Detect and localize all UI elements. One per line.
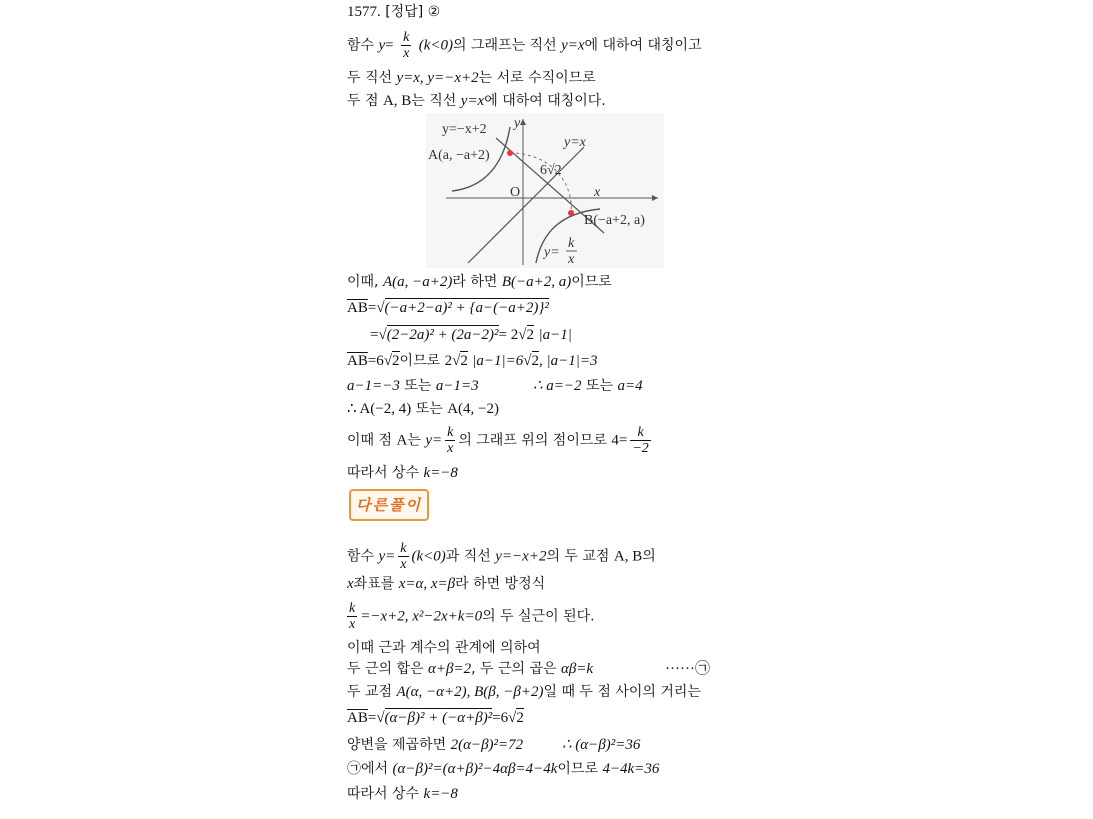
segment-ab: $\overline{AB}$ (347, 353, 368, 369)
math: (α−β)²=(α+β)²−4αβ=4−4k (392, 761, 558, 777)
solution-line-10 (347, 425, 654, 456)
math: ∴ A(−2, 4) (347, 401, 412, 417)
alt-line-10 (347, 785, 458, 803)
sqrt: √2 (452, 353, 468, 369)
label-y-axis: y (514, 116, 521, 131)
hyperbola-graph (426, 113, 664, 268)
radicand: (2−2a)² + (2a−2)² (386, 327, 499, 343)
text: 에 대하여 대칭이다. (484, 93, 606, 109)
alt-line-3 (347, 601, 595, 632)
fraction-k-over-x (398, 541, 408, 572)
math: A, B (613, 548, 643, 565)
math: a−1=−3 (347, 378, 400, 394)
label-point-a: A(a, −a+2) (428, 148, 490, 163)
text: 또는 (411, 401, 448, 417)
text: ㉠에서 (347, 761, 393, 777)
math: A(4, −2) (447, 401, 499, 417)
alt-line-2 (347, 575, 545, 593)
label-curve-x: x (568, 252, 575, 267)
solution-line-4 (347, 273, 612, 291)
answer-label: [정답] (385, 4, 424, 20)
math: k=−8 (423, 465, 458, 481)
math: A(α, −α+2), B(β, −β+2) (396, 684, 544, 700)
alt-line-1 (347, 541, 656, 572)
math: αβ=k (560, 661, 594, 677)
text: 이때 점 (347, 432, 397, 449)
math: A(a, −a+2) (382, 274, 453, 290)
math: =6 (367, 353, 384, 369)
text: 두 점 (347, 93, 383, 109)
text: 에 대하여 대칭이고 (584, 37, 702, 54)
solution-line-2 (347, 69, 596, 87)
radicand: 2 (392, 353, 400, 369)
numerator: k (400, 541, 407, 556)
text: 의 그래프는 직선 (453, 37, 562, 54)
label-line-minus-x-plus-2: y=−x+2 (442, 122, 487, 137)
point-a (507, 150, 513, 156)
math: A, B (382, 93, 412, 109)
label-origin: O (510, 185, 521, 200)
denominator: −2 (632, 441, 649, 456)
label-point-b: B(−a+2, a) (584, 213, 645, 228)
problem-header (347, 3, 440, 21)
radicand: 2 (516, 710, 524, 726)
math: (k<0) (411, 548, 446, 565)
denominator: x (349, 617, 356, 632)
alt-line-4: 이때 근과 계수의 관계에 의하여 (347, 640, 541, 656)
label-curve-y: y= (544, 245, 560, 260)
alt-line-7 (347, 709, 524, 727)
math: 2 (444, 353, 453, 369)
radicand: (α−β)² + (−α+β)² (384, 710, 493, 726)
text: 이므로 (571, 274, 612, 290)
math: 4= (611, 432, 628, 449)
text: 라 하면 (452, 274, 502, 290)
text: 이므로 (557, 761, 603, 777)
numerator: k (349, 601, 356, 616)
math: ∴ a=−2 (533, 378, 582, 394)
text: 는 (407, 432, 426, 449)
math: α+β=2 (427, 661, 472, 677)
sqrt: √2 (518, 327, 534, 343)
text: 따라서 상수 (347, 465, 424, 481)
math: y= (378, 548, 396, 565)
radicand: (−a+2−a)² + {a−(−a+2)}² (384, 300, 549, 316)
radicand: 2 (526, 327, 534, 343)
sqrt: √2 (523, 353, 539, 369)
math: |a−1|=6 (472, 353, 524, 369)
math: (k<0) (418, 37, 454, 54)
math: 4−4k=36 (602, 761, 660, 777)
text: 일 때 두 점 사이의 거리는 (543, 684, 701, 700)
math: y=x, y=−x+2 (396, 70, 479, 86)
math: = (370, 327, 379, 343)
sqrt: √2 (508, 710, 524, 726)
fraction-k-over-x (401, 30, 411, 61)
equation-tag: ······㉠ (665, 661, 710, 677)
text: 이때, (347, 274, 383, 290)
text: 의 두 실근이 된다. (482, 608, 595, 625)
problem-number: 1577. (347, 4, 381, 20)
segment-ab: $\overline{AB}$ (347, 300, 368, 316)
denominator: x (400, 557, 407, 572)
math: ∴ (α−β)²=36 (562, 737, 641, 753)
text: 또는 (581, 378, 618, 394)
text: 함수 (347, 37, 379, 54)
math: x (347, 576, 354, 592)
solution-line-9 (347, 400, 499, 418)
sqrt: √(2−2a)² + (2a−2)² (378, 327, 499, 343)
solution-line-7 (347, 352, 598, 370)
denominator: x (403, 46, 410, 61)
label-x-axis: x (594, 185, 601, 200)
label-line-y-equals-x: y=x (564, 135, 586, 150)
text: 의 (642, 548, 656, 565)
math: =6 (492, 710, 509, 726)
text: 따라서 상수 (347, 786, 424, 802)
text: 또는 (399, 378, 436, 394)
solution-line-1 (347, 30, 702, 61)
alt-line-8 (347, 736, 641, 754)
label-curve-k: k (568, 236, 575, 251)
math: x=α, x=β (398, 576, 456, 592)
segment-ab: $\overline{AB}$ (347, 710, 368, 726)
solution-line-8 (347, 377, 643, 395)
math: a−1=3 (435, 378, 479, 394)
text: 두 직선 (347, 70, 397, 86)
alternative-solution-badge: 다른풀이 (349, 489, 429, 521)
text: 과 직선 (445, 548, 496, 565)
math: = (367, 710, 377, 726)
math: y (378, 37, 386, 54)
text: 양변을 제곱하면 (347, 737, 451, 753)
label-distance: 6√2 (540, 163, 562, 178)
alt-line-9 (347, 760, 659, 778)
math: k=−8 (423, 786, 458, 802)
text: , 두 근의 곱은 (471, 661, 561, 677)
radicand: 2 (460, 353, 468, 369)
text: 의 그래프 위의 점이므로 (458, 432, 612, 449)
text: 의 두 교점 (546, 548, 614, 565)
math: y=−x+2 (495, 548, 547, 565)
alt-line-5 (347, 660, 710, 678)
text: 함수 (347, 548, 379, 565)
numerator: k (403, 30, 410, 45)
math: = (367, 300, 377, 316)
fraction-k-over-x (445, 425, 455, 456)
point-b (568, 210, 574, 216)
solution-line-3 (347, 92, 606, 110)
math: y= (425, 432, 443, 449)
math: =−x+2, x²−2x+k=0 (360, 608, 483, 625)
math: , |a−1|=3 (539, 353, 598, 369)
answer-value: ② (427, 4, 441, 20)
text: 는 직선 (411, 93, 461, 109)
text: 는 서로 수직이므로 (478, 70, 596, 86)
solution-line-6 (370, 326, 572, 344)
math: = (385, 37, 394, 54)
conclusion (533, 377, 643, 395)
text: 좌표를 (353, 576, 399, 592)
numerator: k (447, 425, 454, 440)
text: 두 교점 (347, 684, 397, 700)
numerator: k (630, 425, 650, 441)
solution-line-5 (347, 299, 549, 317)
text: 이므로 (399, 353, 445, 369)
math: A (396, 432, 408, 449)
fraction-k-over-x (347, 601, 357, 632)
sqrt: √2 (383, 353, 400, 369)
denominator: x (447, 441, 454, 456)
math: y=x (460, 93, 485, 109)
radicand: 2 (531, 353, 539, 369)
text: 라 하면 방정식 (455, 576, 546, 592)
text: 두 근의 합은 (347, 661, 428, 677)
solution-line-11 (347, 464, 458, 482)
math: a=4 (617, 378, 643, 394)
math: 2(α−β)²=72 (450, 737, 524, 753)
math: B(−a+2, a) (501, 274, 572, 290)
sqrt: √(α−β)² + (−α+β)² (376, 710, 493, 726)
math: |a−1| (538, 327, 572, 343)
fraction-k-over-minus2 (630, 425, 650, 456)
math: y=x (561, 37, 585, 54)
sqrt: √(−a+2−a)² + {a−(−a+2)}² (376, 300, 549, 316)
alt-line-6 (347, 683, 701, 701)
math: = 2 (498, 327, 519, 343)
